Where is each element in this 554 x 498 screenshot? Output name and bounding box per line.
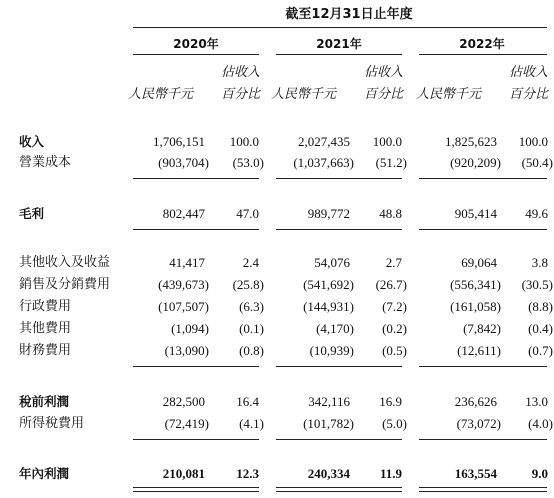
cell-fc-2022-pct: (0.7): [528, 343, 553, 358]
cell-tax-2022-pct: (4.0): [528, 416, 553, 431]
np-rule-2022: [419, 439, 547, 440]
pct-header-2020-line1: 佔收入: [220, 65, 260, 80]
total-double-rule-2020-a: [133, 487, 259, 488]
np-rule-2021: [276, 439, 402, 440]
cell-ae-2022-pct: (8.8): [528, 299, 553, 314]
cell-np-2021-pct: 11.9: [379, 466, 402, 481]
pct-header-2022-line1: 佔收入: [508, 65, 548, 80]
cell-oi-2021-pct: 2.7: [385, 255, 402, 270]
cell-se-2020-pct: (25.8): [232, 277, 264, 292]
cell-revenue-2022-amount: 1,825,623: [445, 134, 497, 149]
cell-pbt-2020-pct: 16.4: [236, 394, 259, 409]
pct-header-2022-line2: 百分比: [508, 87, 548, 102]
cell-oe-2022-pct: (0.4): [528, 321, 553, 336]
total-double-rule-2022-b: [419, 491, 547, 492]
total-double-rule-2022-a: [419, 487, 547, 488]
cell-pbt-2022-pct: 13.0: [525, 394, 548, 409]
cell-oe-2020-amount: (1,094): [171, 321, 209, 336]
pbt-rule-2022: [419, 366, 547, 367]
cell-se-2021-pct: (26.7): [375, 277, 407, 292]
cell-fc-2020-amount: (13,090): [164, 343, 209, 358]
cell-np-2021-amount: 240,334: [307, 466, 350, 481]
cell-revenue-2022-pct: 100.0: [518, 134, 548, 149]
cell-gp-2021-amount: 989,772: [307, 206, 350, 221]
cell-np-2020-pct: 12.3: [236, 466, 259, 481]
cell-np-2022-amount: 163,554: [454, 466, 497, 481]
cell-np-2022-pct: 9.0: [531, 466, 548, 481]
cell-ae-2020-amount: (107,507): [158, 299, 209, 314]
cell-gp-2020-pct: 47.0: [236, 206, 259, 221]
pbt-rule-2021: [276, 366, 402, 367]
cell-oi-2021-amount: 54,076: [314, 255, 350, 270]
cell-se-2022-pct: (30.5): [521, 277, 553, 292]
year-2020-rule: [133, 54, 259, 55]
cell-ae-2020-pct: (6.3): [239, 299, 264, 314]
row-label-other-expenses: 其他費用: [19, 321, 72, 336]
amount-header-2020: 人民幣千元: [127, 87, 193, 102]
cell-np-2020-amount: 210,081: [162, 466, 205, 481]
cell-oi-2022-amount: 69,064: [461, 255, 497, 270]
total-double-rule-2020-b: [133, 491, 259, 492]
amount-header-2022: 人民幣千元: [415, 87, 481, 102]
row-label-admin-expenses: 行政費用: [19, 299, 72, 314]
cell-oe-2020-pct: (0.1): [239, 321, 264, 336]
cell-ae-2022-amount: (161,058): [450, 299, 501, 314]
gp-rule-2020: [133, 229, 259, 230]
amount-header-2021: 人民幣千元: [270, 87, 336, 102]
cell-se-2022-amount: (556,341): [450, 277, 501, 292]
cell-revenue-2020-pct: 100.0: [229, 134, 259, 149]
total-double-rule-2021-a: [276, 487, 402, 488]
cell-revenue-2021-pct: 100.0: [372, 134, 402, 149]
pbt-rule-2020: [133, 366, 259, 367]
cell-cost-2022-pct: (50.4): [521, 155, 553, 170]
row-label-profit-before-tax: 稅前利潤: [19, 394, 70, 409]
cell-oe-2021-pct: (0.2): [382, 321, 407, 336]
gp-rule-2021: [276, 229, 402, 230]
subtotal-rule-2020-amount: [133, 178, 259, 179]
cell-se-2021-amount: (541,692): [303, 277, 354, 292]
np-rule-2020: [133, 439, 259, 440]
cell-oi-2022-pct: 3.8: [531, 255, 548, 270]
cell-revenue-2021-amount: 2,027,435: [298, 134, 350, 149]
pct-header-2021-line2: 百分比: [363, 87, 403, 102]
cell-oi-2020-amount: 41,417: [169, 255, 205, 270]
cell-pbt-2022-amount: 236,626: [454, 394, 497, 409]
cell-fc-2021-pct: (0.5): [382, 343, 407, 358]
cell-cost-2022-amount: (920,209): [450, 155, 501, 170]
subtotal-rule-2021-amount: [276, 178, 402, 179]
period-rule: [133, 27, 547, 28]
cell-gp-2022-pct: 49.6: [525, 206, 548, 221]
cell-cost-2021-amount: (1,037,663): [293, 155, 354, 170]
cell-tax-2021-pct: (5.0): [382, 416, 407, 431]
row-label-selling-expenses: 銷售及分銷費用: [19, 277, 111, 292]
total-double-rule-2021-b: [276, 491, 402, 492]
row-label-income-tax: 所得稅費用: [19, 416, 85, 431]
cell-pbt-2021-pct: 16.9: [379, 394, 402, 409]
cell-cost-2021-pct: (51.2): [375, 155, 407, 170]
cell-se-2020-amount: (439,673): [158, 277, 209, 292]
year-2022-rule: [419, 54, 547, 55]
cell-tax-2020-pct: (4.1): [239, 416, 264, 431]
pct-header-2020-line2: 百分比: [220, 87, 260, 102]
gp-rule-2022: [419, 229, 547, 230]
cell-cost-2020-pct: (53.0): [232, 155, 264, 170]
row-label-profit-for-year: 年內利潤: [19, 466, 70, 481]
year-2021-header: 2021年: [316, 37, 362, 51]
cell-tax-2022-amount: (73,072): [456, 416, 501, 431]
row-label-other-income: 其他收入及收益: [19, 255, 111, 270]
cell-tax-2021-amount: (101,782): [303, 416, 354, 431]
cell-gp-2020-amount: 802,447: [162, 206, 205, 221]
year-2020-header: 2020年: [173, 37, 219, 51]
year-2022-header: 2022年: [459, 37, 505, 51]
cell-oe-2022-amount: (7,842): [463, 321, 501, 336]
cell-gp-2022-amount: 905,414: [454, 206, 497, 221]
cell-fc-2022-amount: (12,611): [457, 343, 501, 358]
pct-header-2021-line1: 佔收入: [363, 65, 403, 80]
cell-fc-2021-amount: (10,939): [309, 343, 354, 358]
cell-tax-2020-amount: (72,419): [164, 416, 209, 431]
row-label-revenue: 收入: [19, 134, 45, 149]
cell-oi-2020-pct: 2.4: [242, 255, 259, 270]
cell-gp-2021-pct: 48.8: [379, 206, 402, 221]
year-2021-rule: [276, 54, 402, 55]
cell-pbt-2020-amount: 282,500: [162, 394, 205, 409]
cell-oe-2021-amount: (4,170): [316, 321, 354, 336]
cell-ae-2021-amount: (144,931): [303, 299, 354, 314]
row-label-cost-of-sales: 營業成本: [19, 155, 72, 170]
period-header: 截至12月31日止年度: [285, 7, 413, 22]
cell-fc-2020-pct: (0.8): [239, 343, 264, 358]
subtotal-rule-2022-amount: [419, 178, 547, 179]
cell-cost-2020-amount: (903,704): [158, 155, 209, 170]
cell-pbt-2021-amount: 342,116: [308, 394, 350, 409]
row-label-finance-costs: 財務費用: [19, 343, 72, 358]
row-label-gross-profit: 毛利: [19, 206, 45, 221]
cell-ae-2021-pct: (7.2): [382, 299, 407, 314]
cell-revenue-2020-amount: 1,706,151: [153, 134, 205, 149]
